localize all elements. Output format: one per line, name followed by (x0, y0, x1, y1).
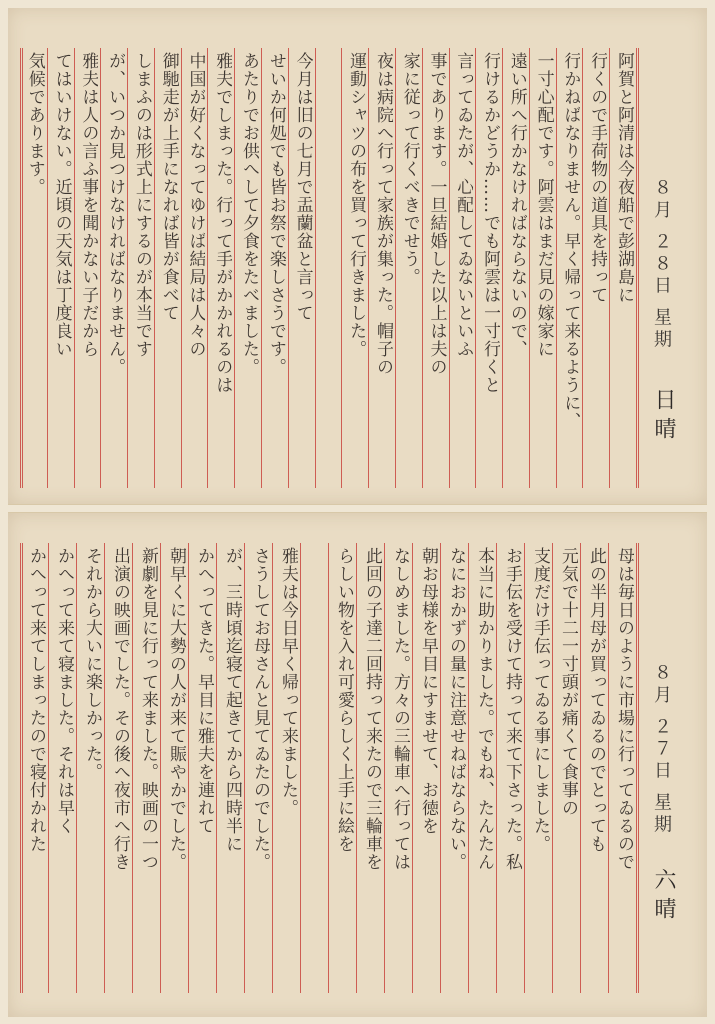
date-header-bottom: ８月 ２７日 星期 (651, 663, 672, 837)
diary-line: 気候であります。 (24, 52, 45, 196)
ruled-line (48, 543, 49, 993)
ruled-line (104, 543, 105, 993)
diary-line (317, 52, 340, 484)
diary-line: さうしてお母さんと見てゐたのでした。 (250, 547, 270, 871)
diary-line: 雅夫は人の言ふ事を聞かない子だから (78, 52, 99, 358)
ruled-line (496, 543, 497, 993)
diary-line: 雅夫でしまった。行って手がかかれるのは (212, 52, 233, 394)
ruled-line (582, 48, 583, 488)
ruled-line (328, 543, 329, 993)
date-header-top: ８月 ２８日 星期 (651, 178, 672, 352)
diary-line: 御馳走が上手になれば皆が食べて (158, 52, 179, 322)
ruled-line (132, 543, 133, 993)
ruled-line (216, 543, 217, 993)
diary-line: かへって来て寝ました。それは早く (54, 547, 74, 835)
ruled-line (524, 543, 525, 993)
ruled-line (356, 543, 357, 993)
ruled-line (529, 48, 530, 488)
ruled-line (288, 48, 289, 488)
diary-line: 母は毎日のように市場に行ってゐるので (614, 547, 634, 871)
diary-line: あたりでお供へして夕食をたべました。 (239, 52, 260, 376)
diary-line: それから大いに楽しかった。 (82, 547, 102, 781)
ruled-line (300, 543, 301, 993)
ruled-line (468, 543, 469, 993)
diary-line: 遠い所へ行かなければならないので、 (506, 52, 527, 358)
diary-line: 夜は病院へ行って家族が集った。帽子の (372, 52, 393, 376)
ruled-line (384, 543, 385, 993)
ruled-line (556, 48, 557, 488)
diary-line: 行けるかどうか……でも阿雲は一寸行くと (480, 52, 501, 394)
ruled-line (341, 48, 342, 488)
diary-line: 支度だけ手伝ってゐる事にしました。 (530, 547, 550, 853)
diary-line: てはいけない。近頃の天気は丁度良い (51, 52, 72, 358)
diary-line: 事であります。一旦結婚した以上は夫の (426, 52, 447, 376)
ruled-line (244, 543, 245, 993)
ruled-line (127, 48, 128, 488)
ruled-line (315, 48, 316, 488)
diary-line: かへってきた。早目に雅夫を連れて (194, 547, 214, 835)
ruled-line (272, 543, 273, 993)
ruled-line (502, 48, 503, 488)
diary-page-aug-28 (8, 8, 707, 505)
ruled-line (552, 543, 553, 993)
diary-line: せいか何処でも皆お祭で楽しさうです。 (265, 52, 286, 376)
diary-line: 朝早くに大勢の人が来て賑やかでした。 (166, 547, 186, 871)
diary-line: なしめました。方々の三輪車へ行っては (390, 547, 410, 871)
diary-line: 朝お母様を早目にすませて、お徳を (418, 547, 438, 835)
diary-line: 阿賀と阿清は今夜船で彭湖島に (613, 52, 634, 304)
ruled-line (422, 48, 423, 488)
weekday-top: 日 晴 (651, 388, 676, 439)
weekday-bottom: 六 晴 (651, 868, 676, 919)
diary-line: 新劇を見に行って来ました。映画の一つ (138, 547, 158, 871)
diary-line: が、いつか見つけなければなりません。 (105, 52, 126, 376)
diary-line (302, 547, 326, 989)
diary-line: 一寸心配です。阿雲はまだ見の嫁家に (533, 52, 554, 358)
ruled-line (181, 48, 182, 488)
diary-line: 運動シャツの布を買って行きました。 (346, 52, 367, 358)
ruled-line (395, 48, 396, 488)
diary-line: が、三時頃迄寝て起きてから四時半に (222, 547, 242, 853)
ruled-line (188, 543, 189, 993)
diary-line: 今月は旧の七月で盂蘭盆と言って (292, 52, 313, 322)
ruled-line (609, 48, 610, 488)
ruled-line (440, 543, 441, 993)
diary-line: 此回の子達二回持って来たので三輪車を (362, 547, 382, 871)
ruled-line (580, 543, 581, 993)
ruled-line (234, 48, 235, 488)
ruled-line (74, 48, 75, 488)
diary-line: 行かねばなりません。早く帰って来るように、 (560, 52, 581, 430)
diary-line: 家に従って行くべきでせう。 (399, 52, 420, 286)
diary-line: 出演の映画でした。その後へ夜市へ行き (110, 547, 130, 871)
ruled-line (47, 48, 48, 488)
ruled-line (636, 543, 639, 993)
ruled-line (160, 543, 161, 993)
ruled-line (449, 48, 450, 488)
ruled-line (76, 543, 77, 993)
diary-line: しまふのは形式上にするのが本当です (131, 52, 152, 358)
ruled-line (636, 48, 639, 488)
diary-page-aug-27 (8, 512, 707, 1017)
ruled-line (475, 48, 476, 488)
diary-line: 言ってゐたが、心配してゐないといふ (453, 52, 474, 358)
diary-line: 元気で十二一寸頭が痛くて食事の (558, 547, 578, 817)
diary-line: 中国が好くなってゆけば結局は人々の (185, 52, 206, 358)
ruled-line (154, 48, 155, 488)
ruled-line (368, 48, 369, 488)
diary-line: 雅夫は今日早く帰って来ました。 (278, 547, 298, 817)
diary-line: 此の半月母が買ってゐるのでとっても (586, 547, 606, 853)
diary-line: なにおかずの量に注意せねばならない。 (446, 547, 466, 871)
diary-line: 本当に助かりました。でもね、たんたん (474, 547, 494, 871)
ruled-line (207, 48, 208, 488)
diary-line: お手伝を受けて持って来て下さった。私 (502, 547, 522, 871)
ruled-line (608, 543, 609, 993)
diary-line: らしい物を入れ可愛らしく上手に絵を (334, 547, 354, 853)
ruled-line (261, 48, 262, 488)
diary-line: かへって来てしまったので寝付かれた (26, 547, 46, 853)
ruled-line (412, 543, 413, 993)
ruled-line (100, 48, 101, 488)
diary-line: 行くので手荷物の道具を持って (587, 52, 608, 304)
